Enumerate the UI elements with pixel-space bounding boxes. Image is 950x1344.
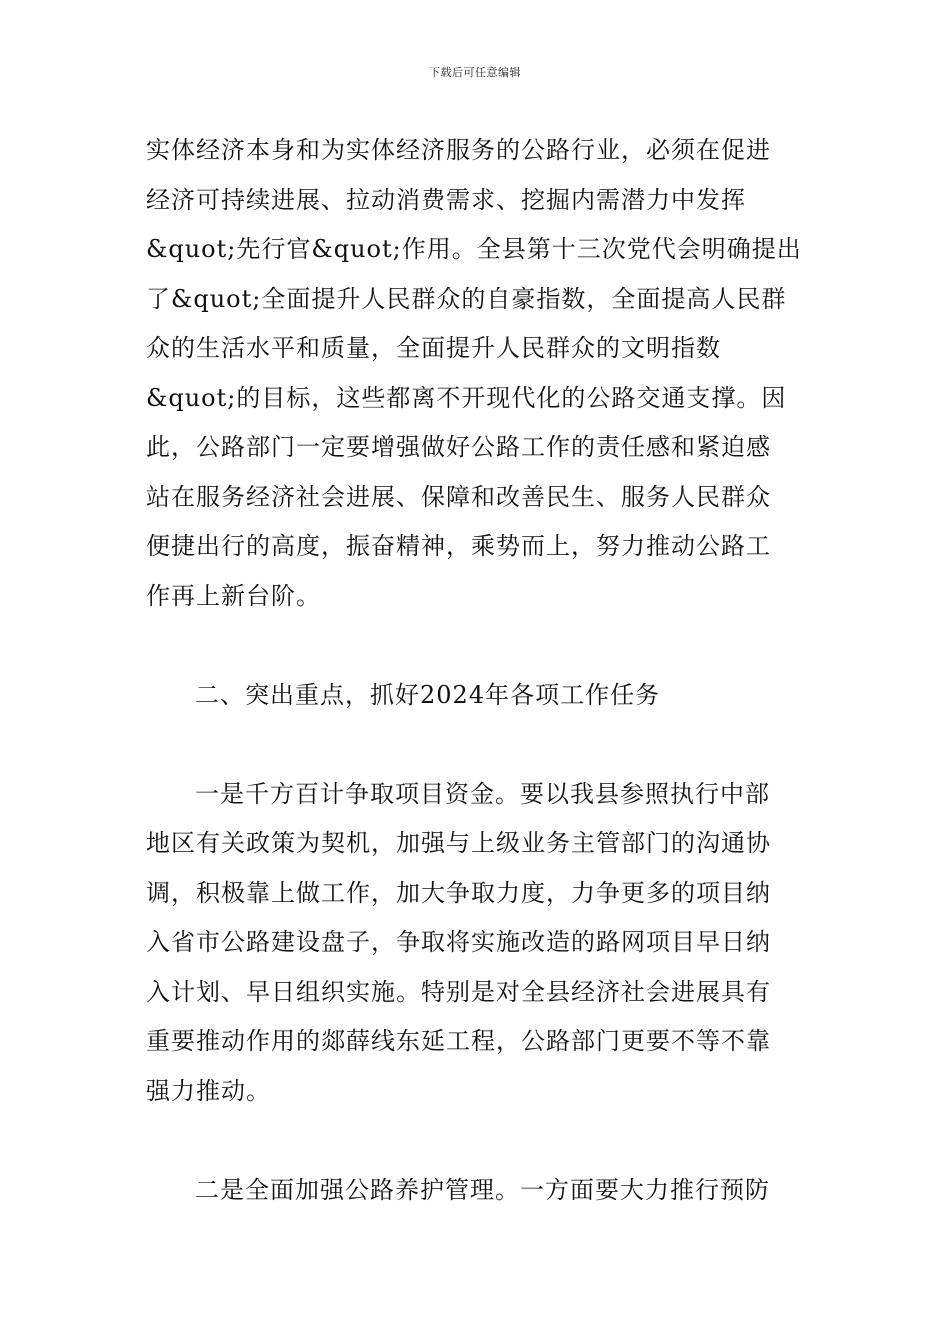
text-line: 二是全面加强公路养护管理。一方面要大力推行预防 — [195, 1175, 770, 1204]
paragraph — [146, 1166, 806, 1216]
text-line: 一是千方百计争取项目资金。要以我县参照执行中部 — [195, 779, 770, 808]
text-line: 经济可持续进展、拉动消费需求、挖掘内需潜力中发挥 — [146, 185, 746, 214]
text-line: 入计划、早日组织实施。特别是对全县经济社会进展具有 — [146, 977, 771, 1006]
text-line: 此，公路部门一定要增强做好公路工作的责任感和紧迫感 — [146, 433, 771, 461]
text-line: 强力推动。 — [146, 1076, 271, 1105]
text-line: 众的生活水平和质量，全面提升人民群众的文明指数 — [146, 334, 721, 362]
text-line: 便捷出行的高度，振奋精神，乘势而上，努力推动公路工 — [146, 532, 771, 560]
paragraph-spacer — [146, 621, 806, 671]
text-line: 调，积极靠上做工作，加大争取力度，力争更多的项目纳 — [146, 878, 771, 907]
text-line: 了&quot;全面提升人民群众的自豪指数，全面提高人民群 — [146, 284, 787, 313]
paragraph — [146, 770, 806, 1117]
text-line: 实体经济本身和为实体经济服务的公路行业，必须在促进 — [146, 136, 771, 164]
text-line: 重要推动作用的郯薛线东延工程，公路部门更要不等不靠 — [146, 1027, 771, 1055]
text-line: &quot;先行官&quot;作用。全县第十三次党代会明确提出 — [146, 235, 802, 263]
page-header: 下载后可任意编辑 — [429, 66, 521, 79]
text-line: 地区有关政策为契机，加强与上级业务主管部门的沟通协 — [146, 829, 771, 857]
paragraph-spacer — [146, 720, 806, 770]
paragraph — [146, 126, 806, 621]
text-line: 站在服务经济社会进展、保障和改善民生、服务人民群众 — [146, 482, 771, 511]
paragraph-spacer — [146, 1116, 806, 1166]
text-line: 作再上新台阶。 — [146, 581, 321, 610]
text-line: 入省市公路建设盘子，争取将实施改造的路网项目早日纳 — [146, 928, 771, 956]
document-body — [146, 126, 806, 1215]
text-line: &quot;的目标，这些都离不开现代化的公路交通支撑。因 — [146, 383, 787, 412]
section-heading: 二、突出重点，抓好2024年各项工作任务 — [195, 680, 661, 709]
